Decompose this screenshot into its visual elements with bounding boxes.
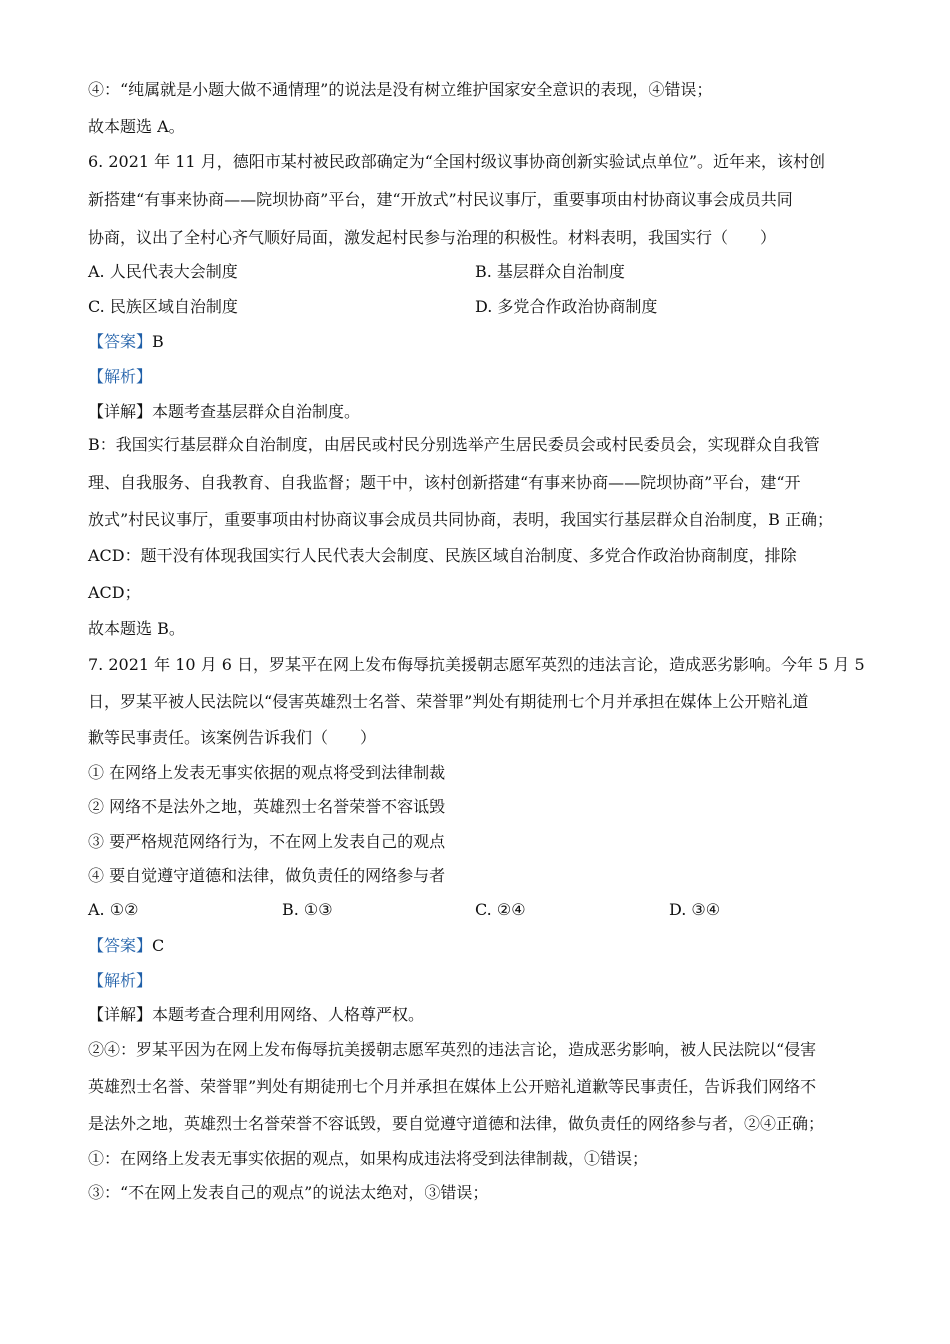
answer-value: B: [152, 332, 164, 351]
q6-detail: [88, 402, 360, 422]
q6-explanation-line: ACD；: [88, 583, 141, 602]
q7-explanation-line: ②④：罗某平因为在网上发布侮辱抗美援朝志愿军英烈的违法言论，造成恶劣影响，被人民法院以“侵害: [88, 1040, 817, 1059]
conclusion: 故本题选 B。: [88, 619, 185, 638]
q7-detail: [88, 1005, 424, 1025]
q7-stem-line: 日，罗某平被人民法院以“侵害英雄烈士名誉、荣誉罪”判处有期徒刑七个月并承担在媒体上公开赔礼道: [88, 692, 809, 711]
detail-tag: 【详解】: [88, 402, 153, 421]
answer-tag: 【答案】: [88, 332, 153, 351]
q7-option-a: A. ①②: [88, 900, 139, 919]
q7-item: ① 在网络上发表无事实依据的观点将受到法律制裁: [88, 763, 446, 782]
answer-value: C: [152, 936, 165, 955]
q6-explanation-line: B：我国实行基层群众自治制度，由居民或村民分别选举产生居民委员会或村民委员会，实现群众自我管: [88, 435, 820, 454]
q7-option-d: D. ③④: [669, 900, 721, 919]
analysis-tag: 【解析】: [88, 367, 153, 386]
q7-item: ② 网络不是法外之地，英雄烈士名誉荣誉不容诋毁: [88, 797, 446, 816]
q6-explanation-line: 放式”村民议事厅，重要事项由村协商议事会成员共同协商，表明，我国实行基层群众自治制度，B 正确；: [88, 510, 834, 529]
detail-text: 本题考查合理利用网络、人格尊严权。: [152, 1005, 425, 1024]
q7-explanation-line: ③：“不在网上发表自己的观点”的说法太绝对，③错误；: [88, 1183, 489, 1202]
detail-text: 本题考查基层群众自治制度。: [152, 402, 361, 421]
q6-explanation-line: ACD：题干没有体现我国实行人民代表大会制度、民族区域自治制度、多党合作政治协商制度，排除: [88, 546, 797, 565]
paragraph: ④：“纯属就是小题大做不通情理”的说法是没有树立维护国家安全意识的表现，④错误；: [88, 80, 713, 99]
q6-option-d: D. 多党合作政治协商制度: [475, 297, 658, 316]
q7-item: ③ 要严格规范网络行为，不在网上发表自己的观点: [88, 832, 446, 851]
q7-option-b: B. ①③: [282, 900, 333, 919]
q7-explanation-line: 英雄烈士名誉、荣誉罪”判处有期徒刑七个月并承担在媒体上公开赔礼道歉等民事责任，告诉我们网络不: [88, 1077, 817, 1096]
detail-tag: 【详解】: [88, 1005, 153, 1024]
q6-stem-line: 新搭建“有事来协商——院坝协商”平台，建“开放式”村民议事厅，重要事项由村协商议事会成员共同: [88, 190, 793, 209]
conclusion: 故本题选 A。: [88, 117, 185, 136]
q7-item: ④ 要自觉遵守道德和法律，做负责任的网络参与者: [88, 866, 446, 885]
q7-explanation-line: ①：在网络上发表无事实依据的观点，如果构成违法将受到法律制裁，①错误；: [88, 1149, 649, 1168]
q6-stem-line: 协商，议出了全村心齐气顺好局面，激发起村民参与治理的积极性。材料表明，我国实行（ ）: [88, 228, 777, 247]
q6-option-c: C. 民族区域自治制度: [88, 297, 238, 316]
q6-option-a: A. 人民代表大会制度: [88, 262, 238, 281]
q6-explanation-line: 理、自我服务、自我教育、自我监督；题干中，该村创新搭建“有事来协商——院坝协商”平台，建“开: [88, 473, 801, 492]
q7-option-c: C. ②④: [475, 900, 526, 919]
q6-answer: [88, 332, 164, 352]
q7-explanation-line: 是法外之地，英雄烈士名誉荣誉不容诋毁，要自觉遵守道德和法律，做负责任的网络参与者，②④正确；: [88, 1114, 825, 1133]
q6-stem-line: 6. 2021 年 11 月，德阳市某村被民政部确定为“全国村级议事协商创新实验试点单位”。近年来，该村创: [88, 152, 826, 171]
answer-tag: 【答案】: [88, 936, 153, 955]
q7-stem-line: 7. 2021 年 10 月 6 日，罗某平在网上发布侮辱抗美援朝志愿军英烈的违法言论，造成恶劣影响。今年 5 月 5: [88, 655, 865, 674]
q7-answer: [88, 936, 164, 956]
q7-stem-line: 歉等民事责任。该案例告诉我们（ ）: [88, 728, 377, 747]
q6-option-b: B. 基层群众自治制度: [475, 262, 625, 281]
q7-analysis: [88, 971, 152, 991]
q6-analysis: [88, 367, 152, 387]
analysis-tag: 【解析】: [88, 971, 153, 990]
